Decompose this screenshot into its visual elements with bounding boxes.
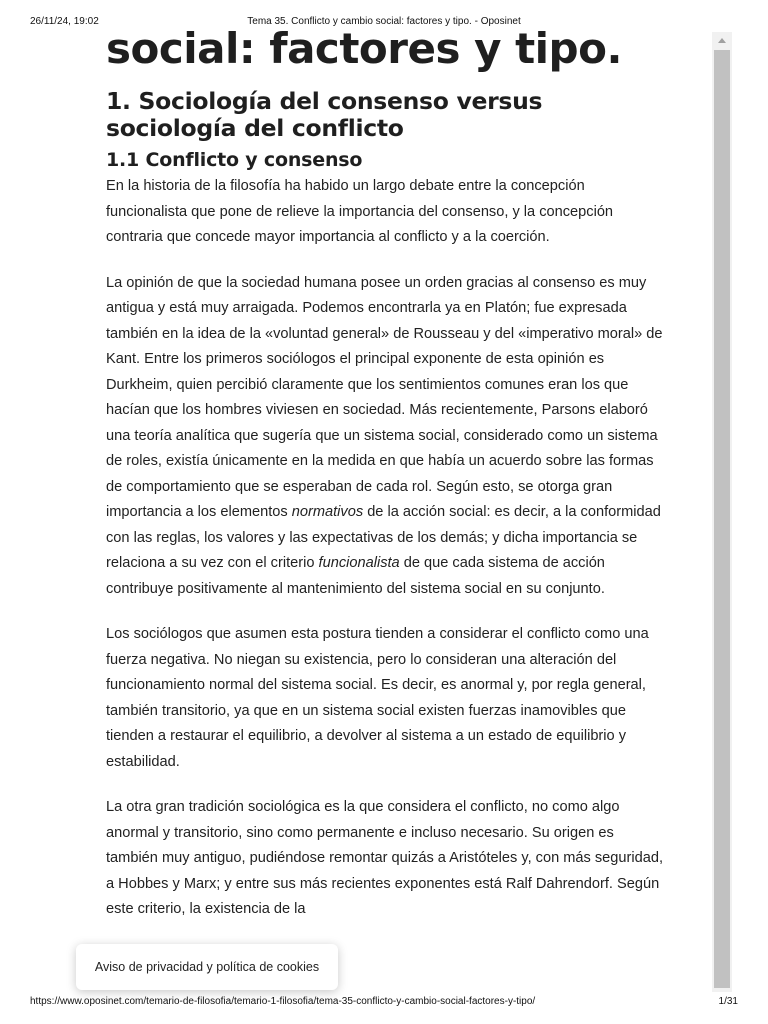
print-date: 26/11/24, 19:02 (30, 16, 99, 27)
paragraph-2-part-c: de que cada sistema de acción contribuye positivamente al mantenimiento del sistema social en su conjunto. (106, 555, 605, 597)
vertical-scrollbar[interactable] (712, 32, 732, 992)
print-url: https://www.oposinet.com/temario-de-filosofia/temario-1-filosofia/tema-35-conflicto-y-cambio-social-factores-y-tipo/ (30, 996, 536, 1007)
paragraph-4: La otra gran tradición sociológica es la que considera el conflicto, no como algo anormal y transitorio, sino como permanente e incluso necesario. Su origen es también muy antiguo, pudiéndose remontar quizás a Aristóteles y, con más seguridad, a Hobbes y Marx; y entre sus más recientes exponentes está Ralf Dahrendorf. Según este criterio, la existencia de la (106, 799, 664, 917)
cookie-privacy-banner[interactable] (76, 944, 338, 990)
paragraph-1: En la historia de la filosofía ha habido un largo debate entre la concepción funcionalista que pone de relieve la importancia del consenso, y la concepción contraria que concede mayor importancia al conflicto y a la coerción. (106, 178, 614, 245)
article-content (106, 26, 666, 990)
article-title-fragment: social: factores y tipo. (106, 26, 622, 73)
paragraph-2 (106, 271, 666, 603)
section-heading: 1. Sociología del consenso versus sociología del conflicto (106, 87, 543, 142)
paragraph-2-part-a: La opinión de que la sociedad humana posee un orden gracias al consenso es muy antigua y está muy arraigada. Podemos encontrarla ya en Platón; fue expresada también en la idea de la «voluntad general» de Rousseau y del «imperativo moral» de Kant. Entre los primeros sociólogos el principal exponente de esta opinión es Durkheim, quien percibió claramente que los sentimientos comunes eran los que hacían que los hombres viviesen en sociedad. Más recientemente, Parsons elaboró una teoría analítica que sugería que un sistema social, considerado como un sistema de roles, existía únicamente en la medida en que había un acuerdo sobre las formas de comportamiento que se esperaban de cada rol. Según esto, se otorga gran importancia a los elementos (106, 274, 663, 520)
paragraph-2-emphasis-funcionalista: funcionalista (318, 555, 400, 571)
print-page-title: Tema 35. Conflicto y cambio social: factores y tipo. - Oposinet (247, 16, 521, 27)
print-page-number: 1/31 (718, 996, 738, 1007)
cookie-banner-label[interactable]: Aviso de privacidad y política de cookies (94, 960, 320, 974)
chevron-up-icon (718, 38, 726, 43)
paragraph-2-part-b: de la acción social: es decir, a la conformidad con las reglas, los valores y las expectativas de los demás; y dicha importancia se relaciona a su vez con el criterio (106, 504, 661, 571)
scrollbar-thumb[interactable] (714, 50, 730, 988)
scroll-up-button[interactable] (712, 32, 732, 48)
print-footer (0, 992, 768, 1024)
paragraph-2-emphasis-normativos: normativos (291, 504, 364, 520)
paragraph-3: Los sociólogos que asumen esta postura tienden a considerar el conflicto como una fuerza negativa. No niegan su existencia, pero lo consideran una alteración del funcionamiento normal del sistema social. Es decir, es anormal y, por regla general, también transitorio, ya que en un sistema social existen fuerzas inamovibles que tienden a restaurar el equilibrio, a devolver al sistema a un estado de equilibrio y estabilidad. (106, 626, 649, 770)
subsection-heading: 1.1 Conflicto y consenso (106, 149, 363, 171)
